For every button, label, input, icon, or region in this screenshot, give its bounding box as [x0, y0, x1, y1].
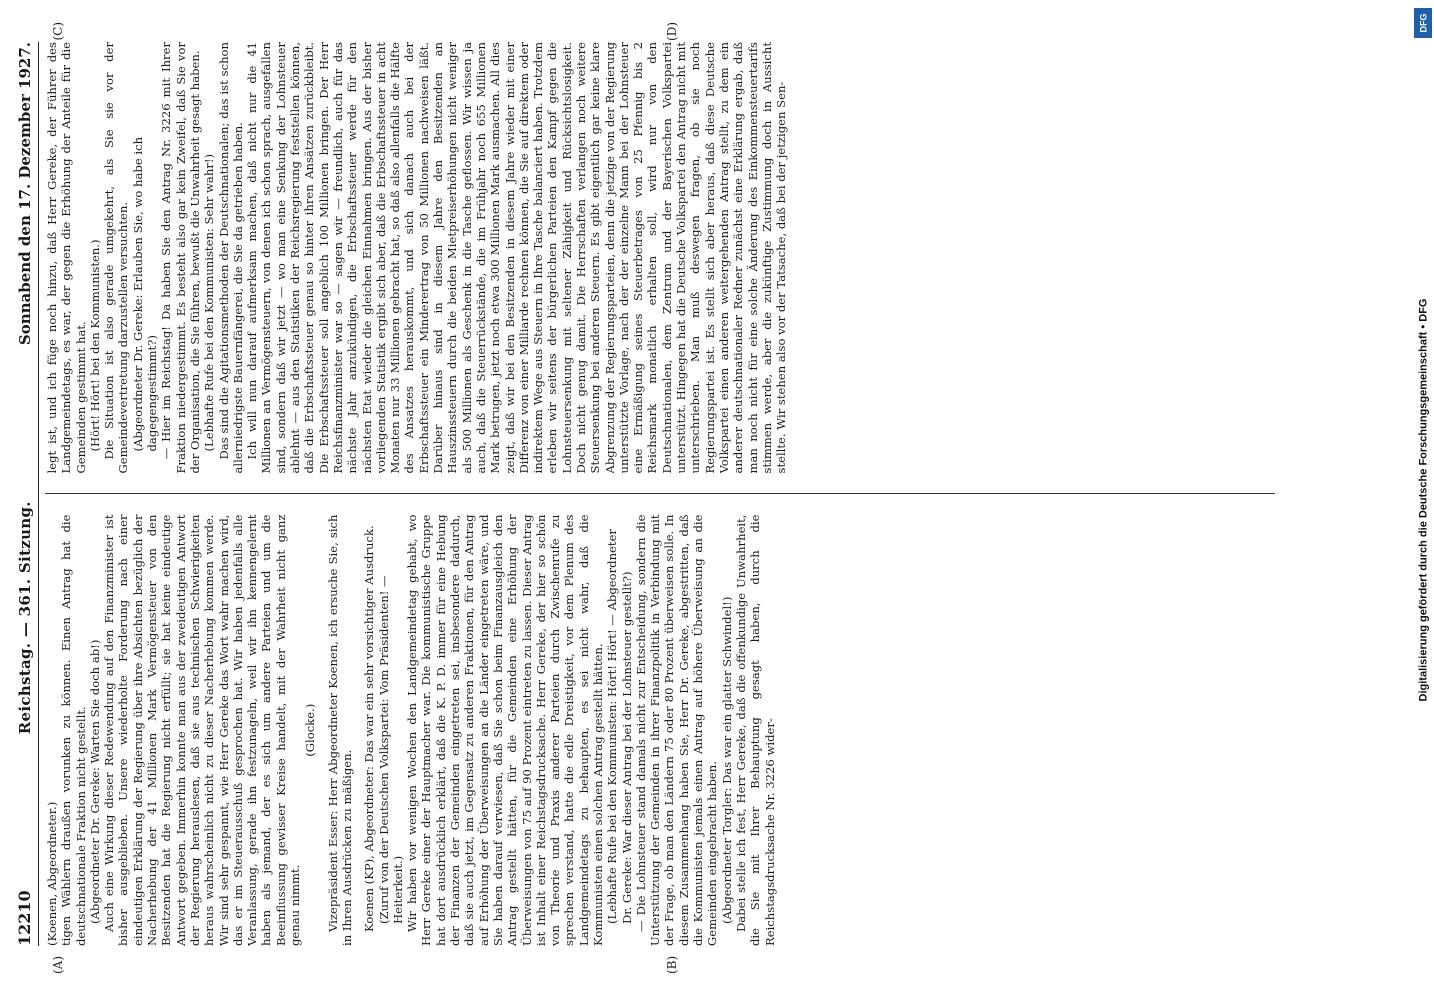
- paragraph: legt ist, und ich füge noch hinzu, daß Herr Gereke, der Führer des Landgemeindetags, es war, der gegen die Erhöhung der Anteile für die Gemeinden gestimmt hat.: [45, 42, 88, 474]
- margin-letter-b: (B): [665, 955, 679, 974]
- interjection: (Lebhafte Rufe bei den Kommunisten: Sehr wahr!): [202, 153, 217, 452]
- paragraph: — Hier im Reichstag! Da haben Sie den Antrag Nr. 3226 mit Ihrer Fraktion niedergestimmt. Es besteht also gar kein Zweifel, daß Sie vor der Organisation, die Sie führen, bewußt die Unwahrheit gesagt haben.: [159, 42, 202, 474]
- page-number: 12210: [15, 890, 34, 946]
- paragraph: Ich will nun darauf aufmerksam machen, daß nicht nur die 41 Millionen an Vermögensteuern, von denen ich schon sprach, ausgefallen sind, sondern daß wir jetzt — wo man eine Senkung der Lohnsteuer ablehnt — aus den Statistiken der Reichsregierung feststellen können, daß die Erbschaftssteuer genau so hinter ihren Ansätzen zurückbleibt. Die Erbschaftssteuer soll angeblich 100 Millionen bringen. Der Herr Reichsfinanzminister war so — sagen wir — freundlich, auch für das nächste Jahr anzukündigen, die Erbschaftssteuer werde für den nächsten Etat wieder die gleichen Einnahmen bringen. Aus der bisher vorliegenden Statistik ergibt sich aber, daß die Erbschaftssteuer in acht Monaten nur 33 Millionen gebracht hat, so daß also allenfalls die Hälfte des Ansatzes herauskommt, und sich danach auch bei der Erbschaftssteuer ein Minderertrag von 50 Millionen nachweisen läßt. Darüber hinaus sind in diesem Jahre den Besitzenden an Hauszinssteuern durch die beiden Mietpreiserhöhungen nicht weniger als 500 Millionen als Geschenk in die Tasche geflossen. Wir wissen ja auch, daß die Steuerrückstände, die im Frühjahr noch 655 Millionen Mark betrugen, jetzt noch etwa 300 Millionen Mark ausmachen. All dies zeigt, daß wir bei den Besitzenden in diesem Jahre wieder mit einer Differenz von einer Milliarde rechnen können, die Sie auf direktem oder indirektem Wege aus Steuern in Ihre Tasche balanciert haben. Trotzdem erleben wir seitens der bürgerlichen Parteien den Kampf gegen die Lohnsteuersenkung mit seltener Zähigkeit und Rücksichtslosigkeit. Doch nicht genug damit. Die Herrschaften verlangen noch weitere Steuersenkung bei anderen Steuern. Es gibt eigentlich gar keine klare Abgrenzung der Regierungsparteien, denn die jetzige von der Regierung unterstützte Vorlage, nach der der einzelne Mann bei der Lohnsteuer eine Ermäßigung seines Steuerbetrages von 25 Pfennig bis 2 Reichsmark monatlich erhalten soll, wird nur von den Deutschnationalen, dem Zentrum und der Bayerischen Volkspartei unterstützt. Hingegen hat die Deutsche Volkspartei den Antrag nicht mit unterschrieben. Man muß deswegen fragen, ob sie noch Regierungspartei ist. Es stellt sich aber heraus, daß diese Deutsche Volkspartei einen anderen weitergehenden Antrag stellt, zu dem ein anderer deutschnationaler Redner zunächst eine Erklärung ergab, daß man noch nicht für eine solche Änderung des Einkommensteuertarifs stimmen werde, aber die zukünftige Zustimmung doch in Aussicht stellte. Wir stehen also vor der Tatsache, daß bei der jetzigen Sen-: [245, 42, 789, 474]
- interjection: (Abgeordneter Dr. Gereke: Warten Sie doch ab!): [87, 639, 102, 924]
- interjection: (Abgeordneter Dr. Gereke: Erlauben Sie, wo habe ich dagegengestimmt?): [130, 136, 160, 452]
- digitization-note-text: Digitalisierung gefördert durch die Deutsche Forschungsgemeinschaft • DFG: [1417, 298, 1429, 702]
- dfg-logo-text: DFG: [1418, 13, 1428, 33]
- paragraph: Das sind die Agitationsmethoden der Deutschnationalen; das ist schon allerniedrigste Bauernfängerei, die Sie da getrieben haben.: [216, 42, 245, 474]
- session-date: Sonnabend den 17. Dezember 1927.: [16, 42, 34, 346]
- paragraph: Die Situation ist also gerade umgekehrt, als Sie sie vor der Gemeindevertretung darzustellen versuchten.: [102, 42, 131, 474]
- interjection: (Hört! Hört! bei den Kommunisten.): [87, 239, 102, 452]
- digitization-note: [1412, 0, 1434, 1000]
- paragraph: tigen Wählern draußen vorunken zu können. Einen Antrag hat die deutschnationale Fraktion nicht gestellt.: [59, 514, 88, 946]
- interjection: (Lebhafte Rufe bei den Kommunisten: Hört! Hört! — Abgeordneter Dr. Gereke: War dieser Antrag bei der Lohnsteuer gestellt?): [605, 529, 634, 924]
- left-column: [45, 515, 1275, 947]
- margin-letter-d: (D): [665, 22, 679, 41]
- paragraph: Auch eine Wirkung dieser Redewendung auf den Finanzminister ist bisher ausgeblieben. Unsere wiederholte Forderung nach einer eindeutigen Erklärung der Regierung über ihre Absichten bezüglich der Nacherhebung der 41 Millionen Mark Vermögensteuer von den Besitzenden hat die Regierung nicht erfüllt; sie hat keine eindeutige Antwort gegeben. Immerhin konnte man aus der zweideutigen Antwort der Regierung herauslesen, daß sie aus technischen Schwierigkeiten heraus wahrscheinlich nicht zu dieser Nacherhebung kommen werde. Wir sind sehr gespannt, wie Herr Gereke das Wort wahr machen wird, das er im Steuerausschuß gesprochen hat. Wir haben jedenfalls alle Veranlassung, gerade ihn festzunageln, weil wir ihn kennengelernt haben als jemand, der es sich um andere Parteien und um die Beeinflussung gewisser Kreise handelt, mit der Wahrheit nicht ganz genau nimmt.: [102, 514, 303, 946]
- interjection: (Abgeordneter Torgler: Das war ein glatter Schwindel!): [719, 596, 734, 924]
- paragraph-vice-president: Vizepräsident Esser: Herr Abgeordneter Koenen, ich ersuche Sie, sich in Ihren Ausdrücken zu mäßigen.: [325, 514, 354, 946]
- page-header: [15, 42, 39, 946]
- scanned-page: [0, 20, 1317, 980]
- paragraph: Dabei stelle ich fest, Herr Gereke, daß die offenkundige Unwahrheit, die Sie mit Ihrer Behauptung gesagt haben, durch die Reichstagsdrucksache Nr. 3226 wider-: [733, 514, 777, 946]
- interjection: (Zuruf von der Deutschen Volkspartei: Vom Präsidenten! — Heiterkeit.): [376, 575, 405, 924]
- text-columns: [45, 22, 1275, 974]
- speaker-intro: (Koenen, Abgeordneter.): [45, 801, 59, 946]
- margin-letter-a: (A): [51, 955, 65, 974]
- column-divider: [45, 494, 1275, 495]
- paragraph: — Die Lohnsteuer stand damals nicht zur Entscheidung, sondern die Unterstützung der Gemeinden in ihrer Finanzpolitik in Verbindung mit der Frage, ob man den Ländern 75 oder 80 Prozent überweisen solle. In diesem Zusammenhang haben Sie, Herr Dr. Gereke, abgestritten, daß die Kommunisten jemals einen Antrag auf höhere Überweisung an die Gemeinden eingebracht haben.: [633, 514, 720, 946]
- paragraph: Wir haben vor wenigen Wochen den Landgemeindetag gehabt, wo Herr Gereke einer der Hauptmacher war. Die kommunistische Gruppe hat dort ausdrücklich erklärt, daß die K. P. D. immer für eine Hebung der Finanzen der Gemeinden eingetreten sei, insbesondere dadurch, daß sie auch jetzt, im Gegensatz zu anderen Fraktionen, für den Antrag auf Erhöhung der Überweisungen an die Länder eingetreten wäre, und Sie haben darauf verwiesen, daß Sie schon beim Finanzausgleich den Antrag gestellt hätten, für die Gemeinden eine Erhöhung der Überweisungen von 75 auf 90 Prozent eintreten zu lassen. Dieser Antrag ist Inhalt einer Reichstagsdrucksache. Herr Gereke, der hier so schön von Theorie und Praxis anderer Parteien durch Zwischenrufe zu sprechen verstand, hatte die edle Dreistigkeit, vor dem Plenum des Landgemeindetags zu behaupten, es sei nicht wahr, daß die Kommunisten einen solchen Antrag gestellt hätten.: [405, 514, 605, 946]
- session-title: Reichstag. — 361. Sitzung.: [16, 501, 34, 735]
- right-column: [45, 42, 1275, 474]
- paragraph-speaker: Koenen (KP), Abgeordneter: Das war ein sehr vorsichtiger Ausdruck.: [362, 525, 377, 932]
- bell-note: (Glocke.): [303, 703, 318, 757]
- margin-letter-c: (C): [51, 22, 65, 41]
